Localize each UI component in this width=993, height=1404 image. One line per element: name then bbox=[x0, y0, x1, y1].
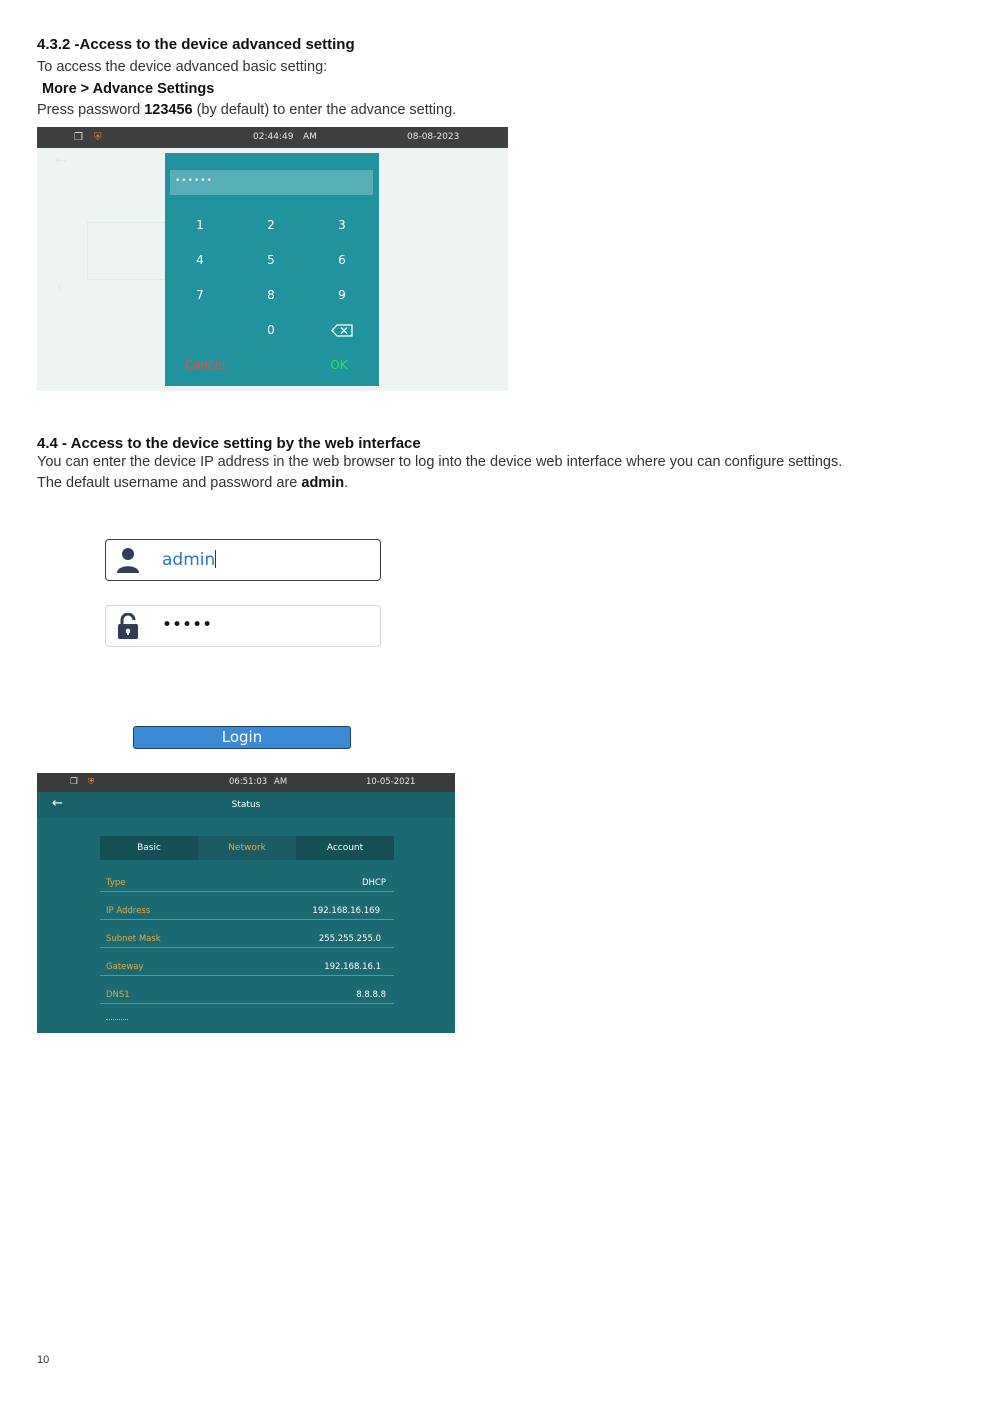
row-label: Type bbox=[106, 878, 126, 888]
key-6[interactable]: 6 bbox=[338, 253, 346, 267]
row-value: 192.168.16.1 bbox=[324, 962, 381, 972]
chevron-left-icon[interactable]: ‹ bbox=[57, 279, 63, 295]
lock-icon bbox=[116, 613, 140, 641]
credentials-prefix: The default username and password are bbox=[37, 475, 302, 491]
window-icon: ❐ bbox=[70, 777, 78, 787]
screen-title: Status bbox=[231, 800, 261, 810]
section-heading-432: 4.3.2 -Access to the device advanced setting bbox=[37, 36, 355, 53]
key-9[interactable]: 9 bbox=[338, 288, 346, 302]
row-value: 255.255.255.0 bbox=[318, 934, 381, 944]
info-row-type bbox=[100, 864, 394, 892]
clock-date: 10-05-2021 bbox=[366, 777, 416, 787]
login-button[interactable]: Login bbox=[133, 726, 351, 749]
device-status-bar bbox=[37, 127, 508, 148]
password-input[interactable]: •••••• bbox=[170, 170, 373, 195]
keypad-screenshot bbox=[37, 127, 508, 391]
cancel-button[interactable]: Cancel bbox=[184, 358, 226, 372]
key-7[interactable]: 7 bbox=[196, 288, 204, 302]
key-3[interactable]: 3 bbox=[338, 218, 346, 232]
info-row-gateway bbox=[100, 948, 394, 976]
key-1[interactable]: 1 bbox=[196, 218, 204, 232]
row-label: Gateway bbox=[106, 962, 144, 972]
password-field[interactable] bbox=[105, 605, 381, 647]
username-field[interactable] bbox=[105, 539, 381, 581]
back-arrow-icon[interactable]: ← bbox=[52, 796, 63, 811]
menu-path: More > Advance Settings bbox=[42, 81, 215, 97]
default-password: 123456 bbox=[144, 102, 193, 118]
device-status-bar bbox=[37, 773, 455, 792]
password-instruction bbox=[37, 102, 456, 118]
clock-ampm: AM bbox=[303, 132, 317, 142]
tab-basic[interactable]: Basic bbox=[137, 843, 161, 853]
shield-icon: ⛨ bbox=[88, 777, 95, 787]
status-screenshot bbox=[37, 773, 455, 1033]
row-label: DNS1 bbox=[106, 990, 130, 1000]
intro-text: To access the device advanced basic setting: bbox=[37, 59, 328, 75]
row-value: DHCP bbox=[362, 878, 386, 888]
clock-time: 02:44:49 bbox=[253, 132, 294, 142]
clock-ampm: AM bbox=[274, 777, 288, 787]
username-value bbox=[162, 550, 216, 570]
status-header bbox=[37, 792, 455, 818]
info-row-dns1 bbox=[100, 976, 394, 1004]
key-8[interactable]: 8 bbox=[267, 288, 275, 302]
default-credentials: admin bbox=[301, 475, 345, 491]
window-icon: ❐ bbox=[74, 132, 83, 143]
cut-off-row bbox=[106, 1019, 128, 1022]
password-value: ••••• bbox=[162, 615, 213, 635]
clock-date: 08-08-2023 bbox=[407, 132, 460, 142]
row-label: IP Address bbox=[106, 906, 151, 916]
page-number: 10 bbox=[37, 1354, 50, 1366]
instruction-prefix: Press password bbox=[37, 102, 145, 118]
background-tile bbox=[87, 222, 165, 280]
user-icon bbox=[116, 546, 140, 574]
tab-network[interactable]: Network bbox=[198, 836, 296, 860]
tab-account[interactable]: Account bbox=[326, 843, 364, 853]
info-row-ip-address bbox=[100, 892, 394, 920]
status-tabs bbox=[100, 836, 394, 860]
back-arrow-icon[interactable]: ← bbox=[55, 153, 67, 169]
username-text: admin bbox=[162, 550, 216, 570]
clock-time: 06:51:03 bbox=[229, 777, 268, 787]
text-caret bbox=[215, 550, 216, 568]
default-credentials-text bbox=[37, 475, 348, 491]
password-keypad bbox=[165, 153, 379, 386]
instruction-suffix: (by default) to enter the advance setting. bbox=[192, 102, 457, 118]
info-row-subnet-mask bbox=[100, 920, 394, 948]
key-5[interactable]: 5 bbox=[267, 253, 275, 267]
row-value: 8.8.8.8 bbox=[356, 990, 386, 1000]
backspace-icon[interactable] bbox=[322, 323, 362, 337]
shield-icon: ⛨ bbox=[94, 132, 102, 143]
row-label: Subnet Mask bbox=[106, 934, 161, 944]
key-4[interactable]: 4 bbox=[196, 253, 204, 267]
key-0[interactable]: 0 bbox=[267, 323, 275, 337]
web-intro-text: You can enter the device IP address in the web browser to log into the device web interface where you can configure settings. bbox=[37, 454, 843, 470]
credentials-suffix: . bbox=[344, 475, 349, 491]
section-heading-44: 4.4 - Access to the device setting by the web interface bbox=[37, 435, 421, 452]
key-2[interactable]: 2 bbox=[267, 218, 275, 232]
ok-button[interactable]: OK bbox=[330, 358, 348, 372]
row-value: 192.168.16.169 bbox=[312, 906, 380, 916]
